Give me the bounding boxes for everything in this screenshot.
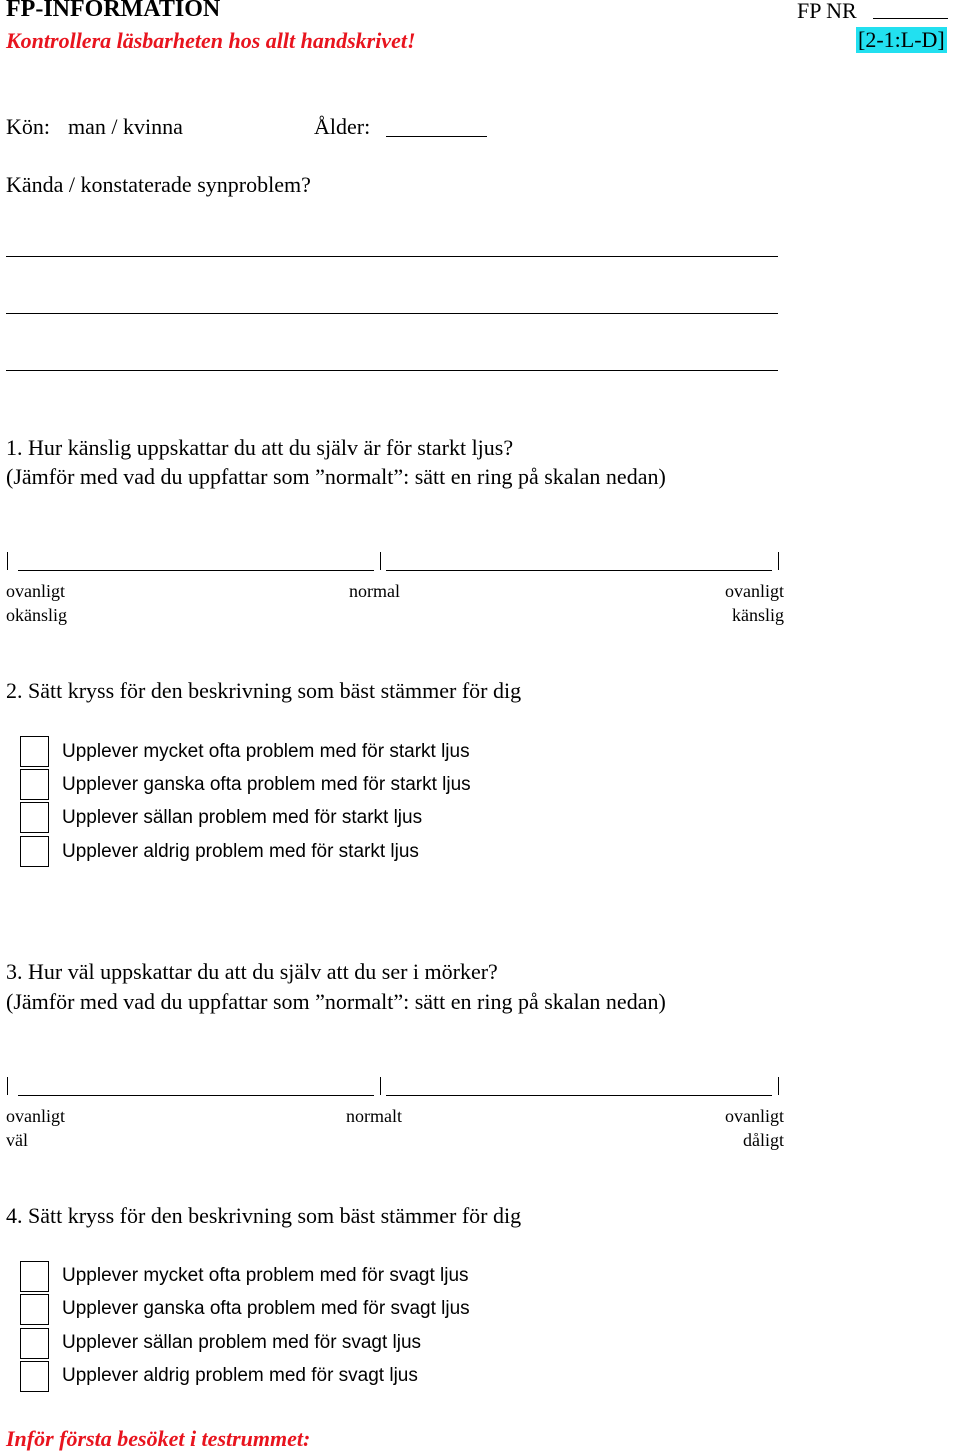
age-field[interactable] xyxy=(386,136,487,137)
q3-scale-left-label-top: ovanligt xyxy=(6,1106,65,1126)
answer-line-2[interactable] xyxy=(6,313,778,314)
q3-instruction: (Jämför med vad du uppfattar som ”normalt”: sätt en ring på skalan nedan) xyxy=(6,989,666,1014)
q2-option-label: Upplever sällan problem med för starkt ljus xyxy=(62,807,423,828)
q4-option-label: Upplever mycket ofta problem med för svagt ljus xyxy=(62,1265,469,1286)
q1-scale-left-line[interactable] xyxy=(18,570,374,571)
q2-checkbox[interactable] xyxy=(20,802,49,833)
q2-checkbox[interactable] xyxy=(20,736,49,767)
age-label: Ålder: xyxy=(314,114,371,139)
q1-scale-right-label-top: ovanligt xyxy=(725,581,784,601)
q1-scale-right-label-bottom: känslig xyxy=(732,605,784,625)
q4-option-label: Upplever aldrig problem med för svagt ljus xyxy=(62,1365,418,1386)
q3-scale-right-tick xyxy=(778,1077,779,1095)
q1-scale-left-label-bottom: okänslig xyxy=(6,605,67,625)
q2-option-label: Upplever mycket ofta problem med för starkt ljus xyxy=(62,741,470,762)
q4-option-label: Upplever sällan problem med för svagt ljus xyxy=(62,1332,422,1353)
q3-question: 3. Hur väl uppskattar du att du själv att du ser i mörker? xyxy=(6,959,498,984)
q4-checkbox[interactable] xyxy=(20,1261,49,1292)
fp-nr-field[interactable] xyxy=(873,18,948,19)
legibility-notice: Kontrollera läsbarheten hos allt handskrivet! xyxy=(6,28,416,53)
q3-scale-left-label-bottom: väl xyxy=(6,1130,28,1150)
q1-question: 1. Hur känslig uppskattar du att du själv är för starkt ljus? xyxy=(6,435,514,460)
q1-scale-mid-tick xyxy=(380,552,381,570)
q3-scale-mid-tick xyxy=(380,1077,381,1095)
q3-scale-left-tick xyxy=(7,1077,8,1095)
q1-scale-right-tick xyxy=(778,552,779,570)
q4-checkbox[interactable] xyxy=(20,1361,49,1392)
q1-scale-right-line[interactable] xyxy=(386,570,772,571)
q2-option-label: Upplever ganska ofta problem med för starkt ljus xyxy=(62,774,471,795)
q1-scale-left-label-top: ovanligt xyxy=(6,581,65,601)
q3-scale-right-line[interactable] xyxy=(386,1095,772,1096)
q2-option-label: Upplever aldrig problem med för starkt ljus xyxy=(62,841,419,862)
q2-checkbox[interactable] xyxy=(20,836,49,867)
first-visit-heading: Inför första besöket i testrummet: xyxy=(6,1426,311,1451)
answer-line-1[interactable] xyxy=(6,256,778,257)
vision-problems-question: Kända / konstaterade synproblem? xyxy=(6,172,311,197)
q3-scale-right-label-bottom: dåligt xyxy=(743,1130,784,1150)
gender-label: Kön: xyxy=(6,114,50,139)
answer-line-3[interactable] xyxy=(6,370,778,371)
q2-question: 2. Sätt kryss för den beskrivning som bäst stämmer för dig xyxy=(6,678,522,703)
fp-nr-label: FP NR xyxy=(797,0,857,23)
q4-checkbox[interactable] xyxy=(20,1294,49,1325)
q3-scale-mid-label: normalt xyxy=(346,1106,402,1126)
q2-checkbox[interactable] xyxy=(20,769,49,800)
q4-option-label: Upplever ganska ofta problem med för svagt ljus xyxy=(62,1298,470,1319)
q4-question: 4. Sätt kryss för den beskrivning som bäst stämmer för dig xyxy=(6,1203,522,1228)
q1-scale-left-tick xyxy=(7,552,8,570)
q1-scale-mid-label: normal xyxy=(349,581,400,601)
gender-options[interactable]: man / kvinna xyxy=(68,114,183,139)
q4-checkbox[interactable] xyxy=(20,1328,49,1359)
q3-scale-left-line[interactable] xyxy=(18,1095,374,1096)
form-title: FP-INFORMATION xyxy=(6,0,221,22)
form-code: [2-1:L-D] xyxy=(858,27,945,52)
q1-instruction: (Jämför med vad du uppfattar som ”normalt”: sätt en ring på skalan nedan) xyxy=(6,464,666,489)
q3-scale-right-label-top: ovanligt xyxy=(725,1106,784,1126)
